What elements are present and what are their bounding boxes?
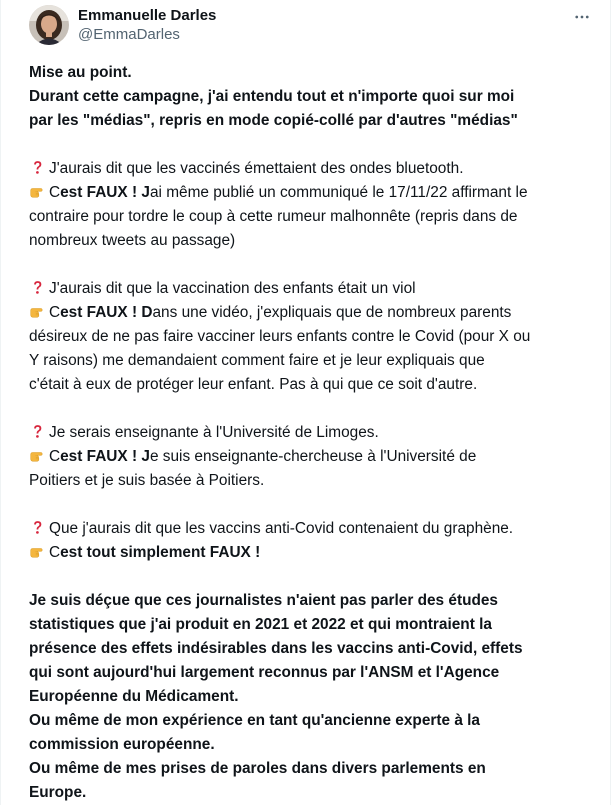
claim-answer-bold: est FAUX ! J (60, 448, 150, 465)
more-horizontal-icon (573, 8, 591, 26)
claim-answer-prefix: C (49, 544, 61, 561)
tweet-line: présence des effets indésirables dans les vaccins anti-Covid, effets (29, 640, 523, 657)
avatar-image (29, 5, 69, 45)
red-question-mark-icon (29, 159, 46, 176)
more-options-button[interactable] (567, 7, 597, 27)
backhand-index-pointing-right-icon (29, 183, 46, 200)
claim-answer-prefix: C (49, 448, 61, 465)
claim-answer-prefix: C (49, 184, 61, 201)
claim-question: Je serais enseignante à l'Université de Limoges. (49, 424, 379, 441)
tweet-line: qui sont aujourd'hui largement reconnus par l'ANSM et l'Agence (29, 664, 500, 681)
tweet-line: par les "médias", repris en mode copié-collé par d'autres "médias" (29, 112, 518, 129)
author-handle[interactable]: @EmmaDarles (78, 26, 180, 43)
backhand-index-pointing-right-icon (29, 303, 46, 320)
red-question-mark-icon (29, 279, 46, 296)
claim-answer-bold: est tout simplement FAUX ! (60, 544, 261, 561)
backhand-index-pointing-right-icon (29, 447, 46, 464)
red-question-mark-icon (29, 423, 46, 440)
tweet-line (29, 301, 601, 325)
tweet-line: désireux de ne pas faire vacciner leurs enfants contre le Covid (pour X ou (29, 328, 531, 345)
claim-question: J'aurais dit que la vaccination des enfants était un viol (49, 280, 416, 297)
claim-question: J'aurais dit que les vaccinés émettaient des ondes bluetooth. (49, 160, 464, 177)
claim-answer-text: e suis enseignante-chercheuse à l'Université de (149, 448, 477, 465)
tweet-line: c'était à eux de protéger leur enfant. Pas à qui que ce soit d'autre. (29, 376, 478, 393)
author-names (78, 6, 216, 44)
tweet-line (29, 277, 601, 301)
tweet-line (29, 517, 601, 541)
tweet-line: Ou même de mes prises de paroles dans divers parlements en (29, 760, 486, 777)
avatar[interactable] (29, 5, 69, 45)
tweet-line: contraire pour tordre le coup à cette rumeur malhonnête (repris dans de (29, 208, 518, 225)
tweet-text (29, 61, 601, 805)
red-question-mark-icon (29, 519, 46, 536)
tweet-line (29, 421, 601, 445)
claim-question: Que j'aurais dit que les vaccins anti-Covid contenaient du graphène. (49, 520, 514, 537)
tweet-line (29, 445, 601, 469)
tweet-line: Ou même de mon expérience en tant qu'ancienne experte à la (29, 712, 480, 729)
tweet-line: Y raisons) me demandaient comment faire et je leur expliquais que (29, 352, 485, 369)
author-display-name[interactable]: Emmanuelle Darles (78, 7, 217, 24)
tweet-line: Durant cette campagne, j'ai entendu tout et n'importe quoi sur moi (29, 88, 515, 105)
tweet-line: Je suis déçue que ces journalistes n'aient pas parler des études (29, 592, 498, 609)
tweet-line (29, 541, 601, 565)
tweet-header (29, 5, 599, 45)
tweet-line (29, 181, 601, 205)
tweet-line: commission européenne. (29, 736, 215, 753)
tweet-line (29, 157, 601, 181)
tweet-line: statistiques que j'ai produit en 2021 et 2022 et qui montraient la (29, 616, 492, 633)
backhand-index-pointing-right-icon (29, 543, 46, 560)
claim-answer-prefix: C (49, 304, 61, 321)
claim-answer-bold: est FAUX ! J (60, 184, 150, 201)
tweet-line: Européenne du Médicament. (29, 688, 239, 705)
tweet-line: Europe. (29, 784, 87, 801)
tweet-line: Poitiers et je suis basée à Poitiers. (29, 472, 265, 489)
tweet-line: nombreux tweets au passage) (29, 232, 236, 249)
claim-answer-text: ans une vidéo, j'expliquais que de nombreux parents (152, 304, 512, 321)
claim-answer-text: ai même publié un communiqué le 17/11/22 affirmant le (149, 184, 528, 201)
tweet-line: Mise au point. (29, 64, 132, 81)
claim-answer-bold: est FAUX ! D (60, 304, 153, 321)
